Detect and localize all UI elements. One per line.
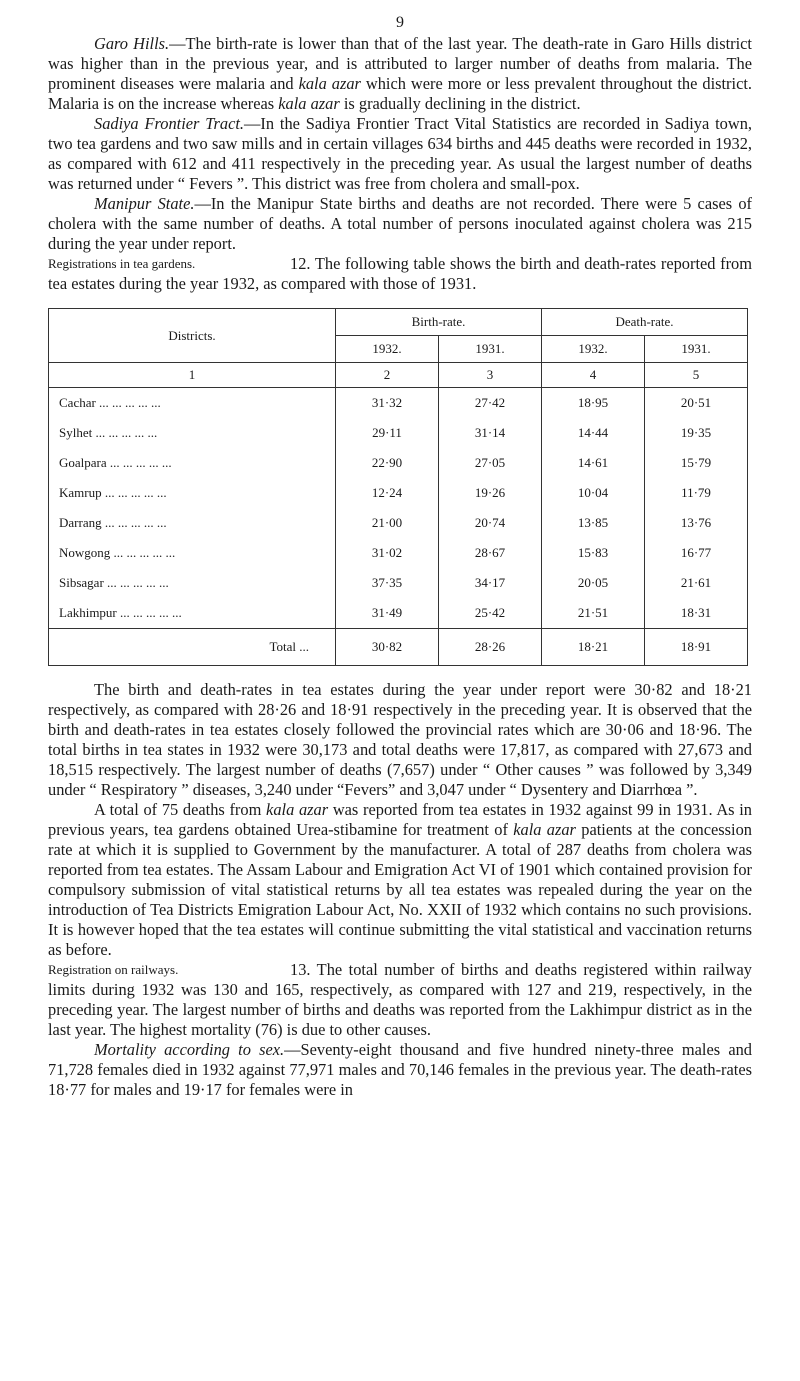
- paragraph-manipur: Manipur State.—In the Manipur State births and deaths are not recorded. There were 5 cases of cholera with the same number of deaths. A total number of persons inoculated against cholera was 215 during the year under report.: [48, 194, 752, 253]
- table-row: Goalpara ... ... ... ... ... 22·90 27·05 14·61 15·79: [49, 448, 748, 478]
- header-year: 1932.: [336, 336, 439, 363]
- table-row: Cachar ... ... ... ... ... 31·32 27·42 18·95 20·51: [49, 388, 748, 419]
- table-total-row: Total ... 30·82 28·26 18·21 18·91: [49, 629, 748, 666]
- paragraph-sadiya: Sadiya Frontier Tract.—In the Sadiya Frontier Tract Vital Statistics are recorded in Sadiya town, two tea gardens and two saw mills and in certain villages 634 births and 445 deaths were recorded in 1932, as compared with 612 and 411 respectively in the preceding year. As usual the largest number of deaths was returned under “ Fevers ”. This district was free from cholera and small-pox.: [48, 114, 752, 193]
- column-number: 2: [336, 363, 439, 388]
- header-year: 1931.: [439, 336, 542, 363]
- header-birth-rate: Birth-rate.: [336, 309, 542, 336]
- table-row: Nowgong ... ... ... ... ... 31·02 28·67 15·83 16·77: [49, 538, 748, 568]
- paragraph-mortality-sex: Mortality according to sex.—Seventy-eight thousand and five hundred ninety-three males and 71,728 females died in 1932 against 77,971 males and 70,146 females in the previous year. The death-rates 18·77 for males and 19·17 for females were in: [48, 1040, 752, 1099]
- column-number: 1: [49, 363, 336, 388]
- paragraph-kala-azar: A total of 75 deaths from kala azar was reported from tea estates in 1932 against 99 in 1931. As in previous years, tea gardens obtained Urea-stibamine for treatment of kala azar patients at the concession rate at which it is supplied to Government by the manufacturer. A total of 287 deaths from cholera was reported from tea estates. The Assam Labour and Emigration Act VI of 1901 which contained provision for compulsory submission of vital statistical returns by all tea estates was repealed during the year on the introduction of Tea Districts Emigration Labour Act, No. XXII of 1932 which contains no such provisions. It is however hoped that the tea estates will continue submitting the vital statistical and vaccination returns as before.: [48, 800, 753, 959]
- garo-hills-heading: Garo Hills.: [94, 34, 170, 53]
- mortality-sex-heading: Mortality according to sex.: [94, 1040, 285, 1059]
- page-number: 9: [396, 14, 404, 31]
- table-row: Lakhimpur ... ... ... ... ... 31·49 25·42 21·51 18·31: [49, 598, 748, 629]
- margin-note-railways: Registration on railways.: [48, 962, 179, 977]
- table-row: Kamrup ... ... ... ... ... 12·24 19·26 10·04 11·79: [49, 478, 748, 508]
- header-death-rate: Death-rate.: [542, 309, 748, 336]
- paragraph-garo-hills: Garo Hills.—The birth-rate is lower than that of the last year. The death-rate in Garo Hills district was higher than in the previous year, and is attributed to larger number of deaths from malaria. The prominent diseases were malaria and kala azar which were more or less prevalent throughout the district. Malaria is on the increase whereas kala azar is gradually declining in the district.: [48, 34, 752, 113]
- header-year: 1932.: [542, 336, 645, 363]
- header-districts: Districts.: [49, 309, 336, 363]
- sadiya-heading: Sadiya Frontier Tract.: [94, 114, 244, 133]
- header-year: 1931.: [645, 336, 748, 363]
- column-number: 5: [645, 363, 748, 388]
- tea-estates-rates-table: [48, 308, 748, 666]
- table-row: Sibsagar ... ... ... ... ... 37·35 34·17 20·05 21·61: [49, 568, 748, 598]
- table-row: Darrang ... ... ... ... ... 21·00 20·74 13·85 13·76: [49, 508, 748, 538]
- column-number: 4: [542, 363, 645, 388]
- table-row: Sylhet ... ... ... ... ... 29·11 31·14 14·44 19·35: [49, 418, 748, 448]
- column-number: 3: [439, 363, 542, 388]
- paragraph-registrations-tea: Registrations in tea gardens. 12. The following table shows the birth and death-rates reported from tea estates during the year 1932, as compared with those of 1931.: [48, 254, 752, 293]
- manipur-heading: Manipur State.: [94, 194, 195, 213]
- paragraph-tea-summary: The birth and death-rates in tea estates during the year under report were 30·82 and 18·21 respectively, as compared with 28·26 and 18·91 respectively in the preceding year. It is observed that the birth and death-rates in tea estates closely followed the provincial rates which are 30·06 and 18·96. The total births in tea states in 1932 were 30,173 and total deaths were 17,817, as compared with 27,673 and 18,515 respectively. The largest number of deaths (7,657) under “ Other causes ” was followed by 3,349 under “ Respiratory ” diseases, 3,240 under “Fevers” and 3,047 under “ Dysentery and Diarrhœa ”.: [48, 680, 752, 799]
- paragraph-railways: Registration on railways. 13. The total number of births and deaths registered within railway limits during 1932 was 130 and 165, respectively, as compared with 127 and 219, respectively, in the preceding year. The largest number of births and deaths was reported from the Lakhimpur district as in the last year. The highest mortality (76) is due to other causes.: [48, 960, 752, 1039]
- margin-note-tea-gardens: Registrations in tea gardens.: [48, 256, 196, 271]
